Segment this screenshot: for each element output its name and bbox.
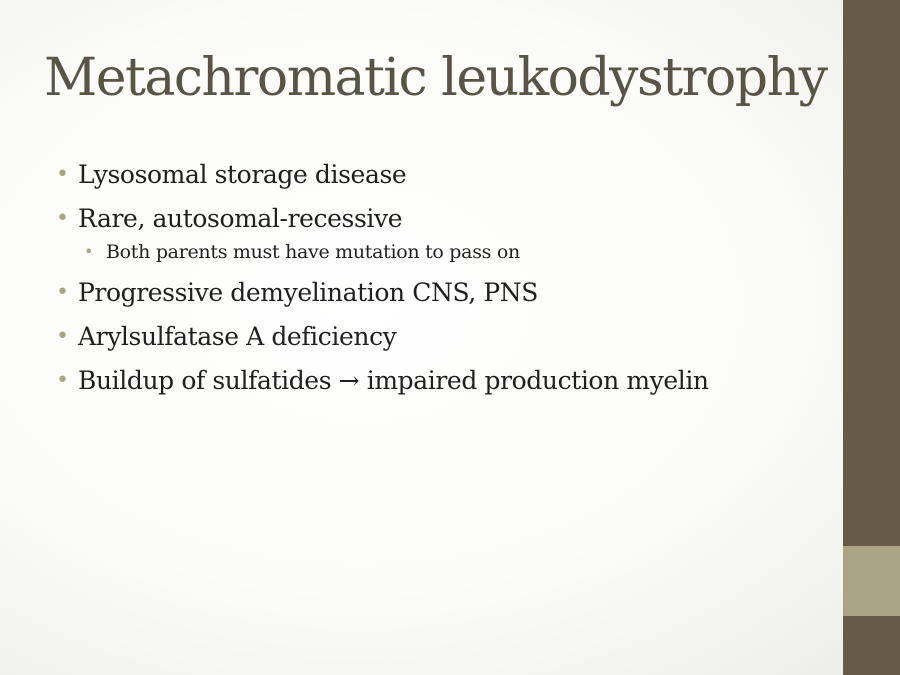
bullet-icon: • bbox=[56, 206, 69, 231]
bullet-text: Progressive demyelination CNS, PNS bbox=[78, 278, 539, 307]
bullet-text: Arylsulfatase A deficiency bbox=[78, 322, 397, 351]
bullet-item bbox=[56, 364, 709, 398]
slide-title: Metachromatic leukodystrophy bbox=[44, 48, 827, 108]
bullet-icon: • bbox=[56, 324, 69, 349]
slide-sidebar-accent bbox=[843, 546, 900, 616]
bullet-text: Lysosomal storage disease bbox=[78, 160, 407, 189]
bullet-item bbox=[56, 202, 709, 236]
bullet-icon: • bbox=[56, 280, 69, 305]
sub-bullet-item bbox=[84, 240, 709, 264]
bullet-text: Buildup of sulfatides → impaired production myelin bbox=[78, 366, 709, 395]
bullet-icon: • bbox=[56, 162, 69, 187]
bullet-list bbox=[56, 158, 709, 408]
bullet-item bbox=[56, 158, 709, 192]
sub-bullet-text: Both parents must have mutation to pass on bbox=[106, 241, 520, 263]
bullet-item bbox=[56, 320, 709, 354]
bullet-icon: • bbox=[84, 242, 94, 261]
bullet-text: Rare, autosomal-recessive bbox=[78, 204, 403, 233]
bullet-icon: • bbox=[56, 368, 69, 393]
bullet-item bbox=[56, 276, 709, 310]
